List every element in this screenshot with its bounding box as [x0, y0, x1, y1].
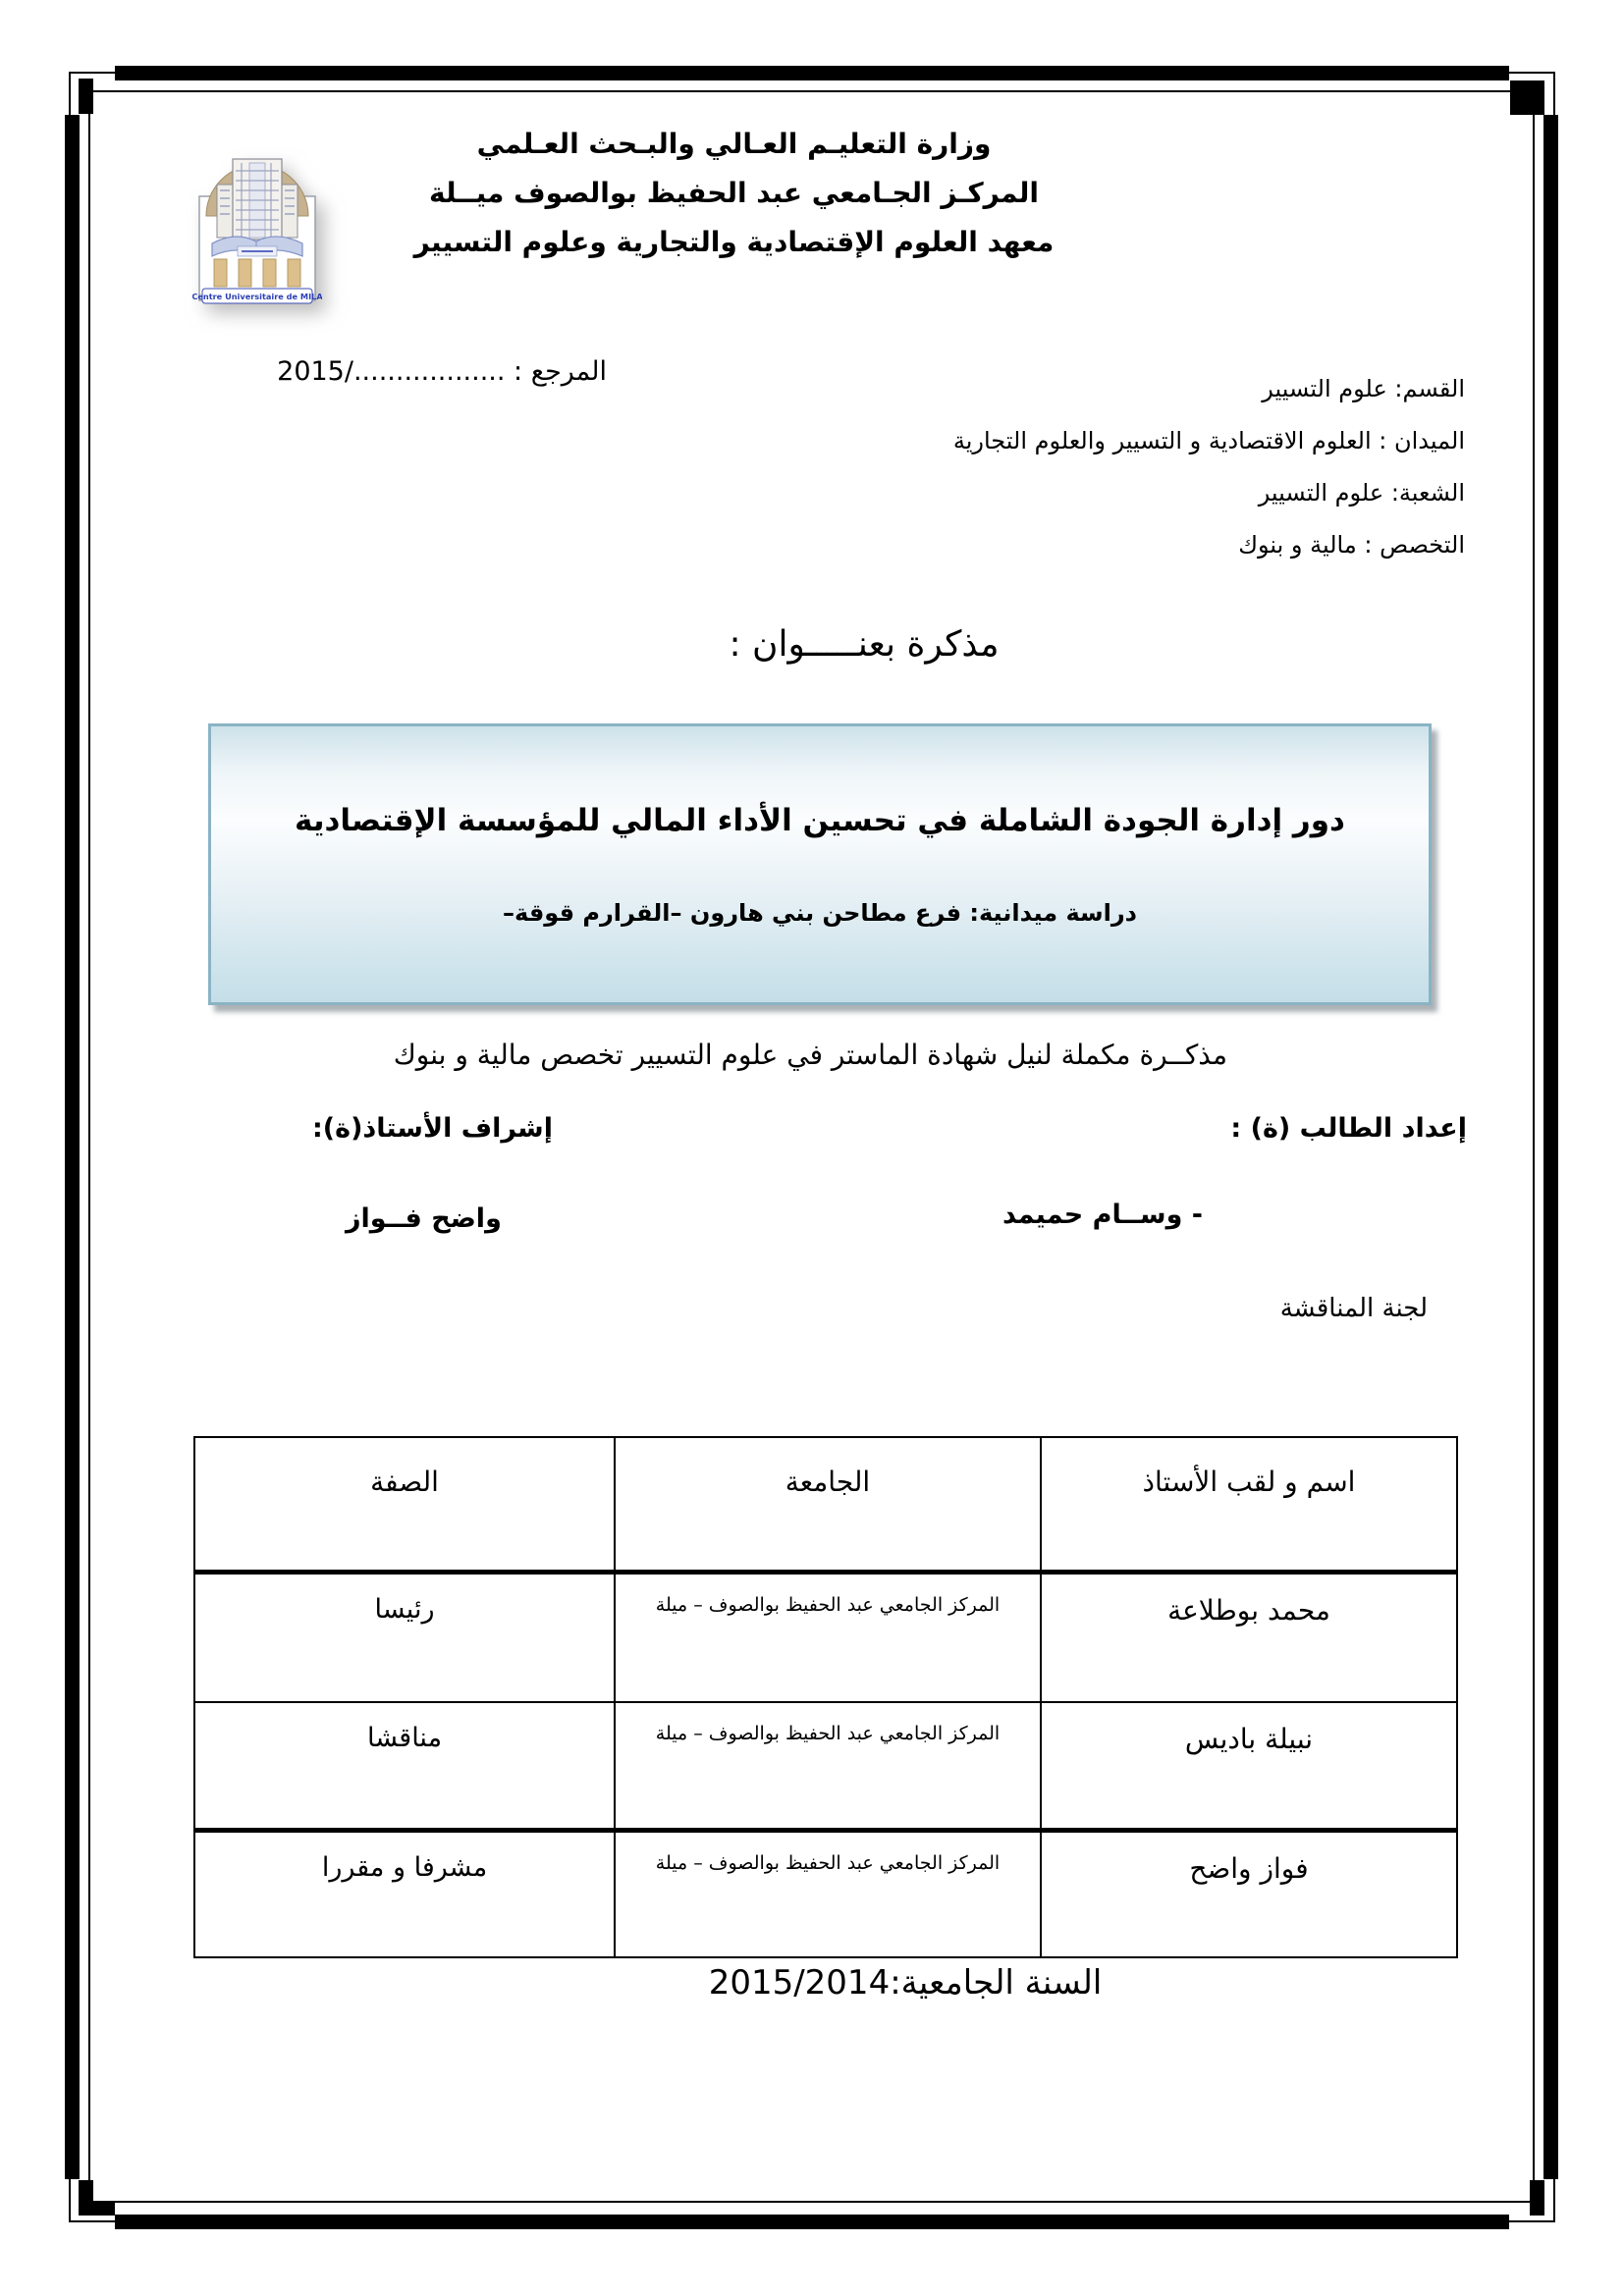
- header-line-university: المركـز الجـامعي عبد الحفيظ بوالصوف ميــلة: [429, 177, 1039, 209]
- info-branch: الشعبة: علوم التسيير: [1258, 479, 1465, 507]
- column-header-professor-name: اسم و لقب الأستاذ: [1041, 1437, 1457, 1573]
- academic-year: السنة الجامعية:2015/2014: [708, 1963, 1103, 2002]
- table-row: [194, 1831, 1457, 1958]
- university-cell: المركز الجامعي عبد الحفيظ بوالصوف – ميلة: [615, 1573, 1041, 1703]
- memo-heading: مذكرة بعنـــــوان :: [729, 624, 1000, 665]
- department-info-block: [953, 363, 1465, 571]
- committee-heading: لجنة المناقشة: [1279, 1294, 1428, 1323]
- border-corner-bottom-left: [69, 2177, 115, 2222]
- table-row: [194, 1702, 1457, 1831]
- role-cell: رئيسا: [194, 1573, 615, 1703]
- thesis-title: دور إدارة الجودة الشاملة في تحسين الأداء المالي للمؤسسة الإقتصادية: [295, 803, 1345, 838]
- supervisor-name: واضح فــواز: [346, 1203, 502, 1234]
- border-band-right: [1543, 115, 1558, 2179]
- border-band-left: [65, 115, 80, 2179]
- professor-name-cell: نبيلة باديس: [1041, 1702, 1457, 1831]
- student-name: - وســام حميمد: [1001, 1200, 1203, 1230]
- thesis-title-box: [208, 723, 1432, 1005]
- university-logo-graphic: [192, 137, 322, 306]
- column-header-role: الصفة: [194, 1437, 615, 1573]
- supervisor-label: إشراف الأستاذ(ة):: [312, 1113, 553, 1144]
- professor-name-cell: فواز واضح: [1041, 1831, 1457, 1958]
- table-row: [194, 1573, 1457, 1703]
- committee-table: [193, 1436, 1458, 1958]
- info-department: القسم: علوم التسيير: [1262, 375, 1465, 402]
- border-corner-top-left: [69, 72, 115, 115]
- student-label: إعداد الطالب (ة) :: [1230, 1113, 1467, 1144]
- info-specialty: التخصص : مالية و بنوك: [1238, 531, 1465, 559]
- university-logo: [192, 137, 322, 306]
- border-band-bottom: [115, 2215, 1509, 2229]
- column-header-university: الجامعة: [615, 1437, 1041, 1573]
- ministry-header: [388, 120, 1080, 267]
- committee-table-header-row: [194, 1437, 1457, 1573]
- header-line-institute: معهد العلوم الإقتصادية والتجارية وعلوم التسيير: [413, 226, 1055, 258]
- university-cell: المركز الجامعي عبد الحفيظ بوالصوف – ميلة: [615, 1702, 1041, 1831]
- header-line-ministry: وزارة التعليـم العـالي والبـحث العـلمي: [476, 128, 992, 160]
- degree-line: مذكــرة مكملة لنيل شهادة الماستر في علوم التسيير تخصص مالية و بنوك: [393, 1039, 1227, 1071]
- role-cell: مشرفا و مقررا: [194, 1831, 615, 1958]
- thesis-subtitle: دراسة ميدانية: فرع مطاحن بني هارون –القرارم قوقة–: [503, 899, 1137, 927]
- role-cell: مناقشا: [194, 1702, 615, 1831]
- logo-caption: Centre Universitaire de MILA: [192, 292, 322, 301]
- border-corner-bottom-right: [1509, 2177, 1555, 2222]
- info-field: الميدان : العلوم الاقتصادية و التسيير والعلوم التجارية: [952, 427, 1465, 454]
- border-band-top: [115, 66, 1509, 80]
- university-cell: المركز الجامعي عبد الحفيظ بوالصوف – ميلة: [615, 1831, 1041, 1958]
- professor-name-cell: محمد بوطلاعة: [1041, 1573, 1457, 1703]
- border-corner-top-right: [1509, 72, 1555, 115]
- reference-line: المرجع : ................../2015: [277, 356, 607, 387]
